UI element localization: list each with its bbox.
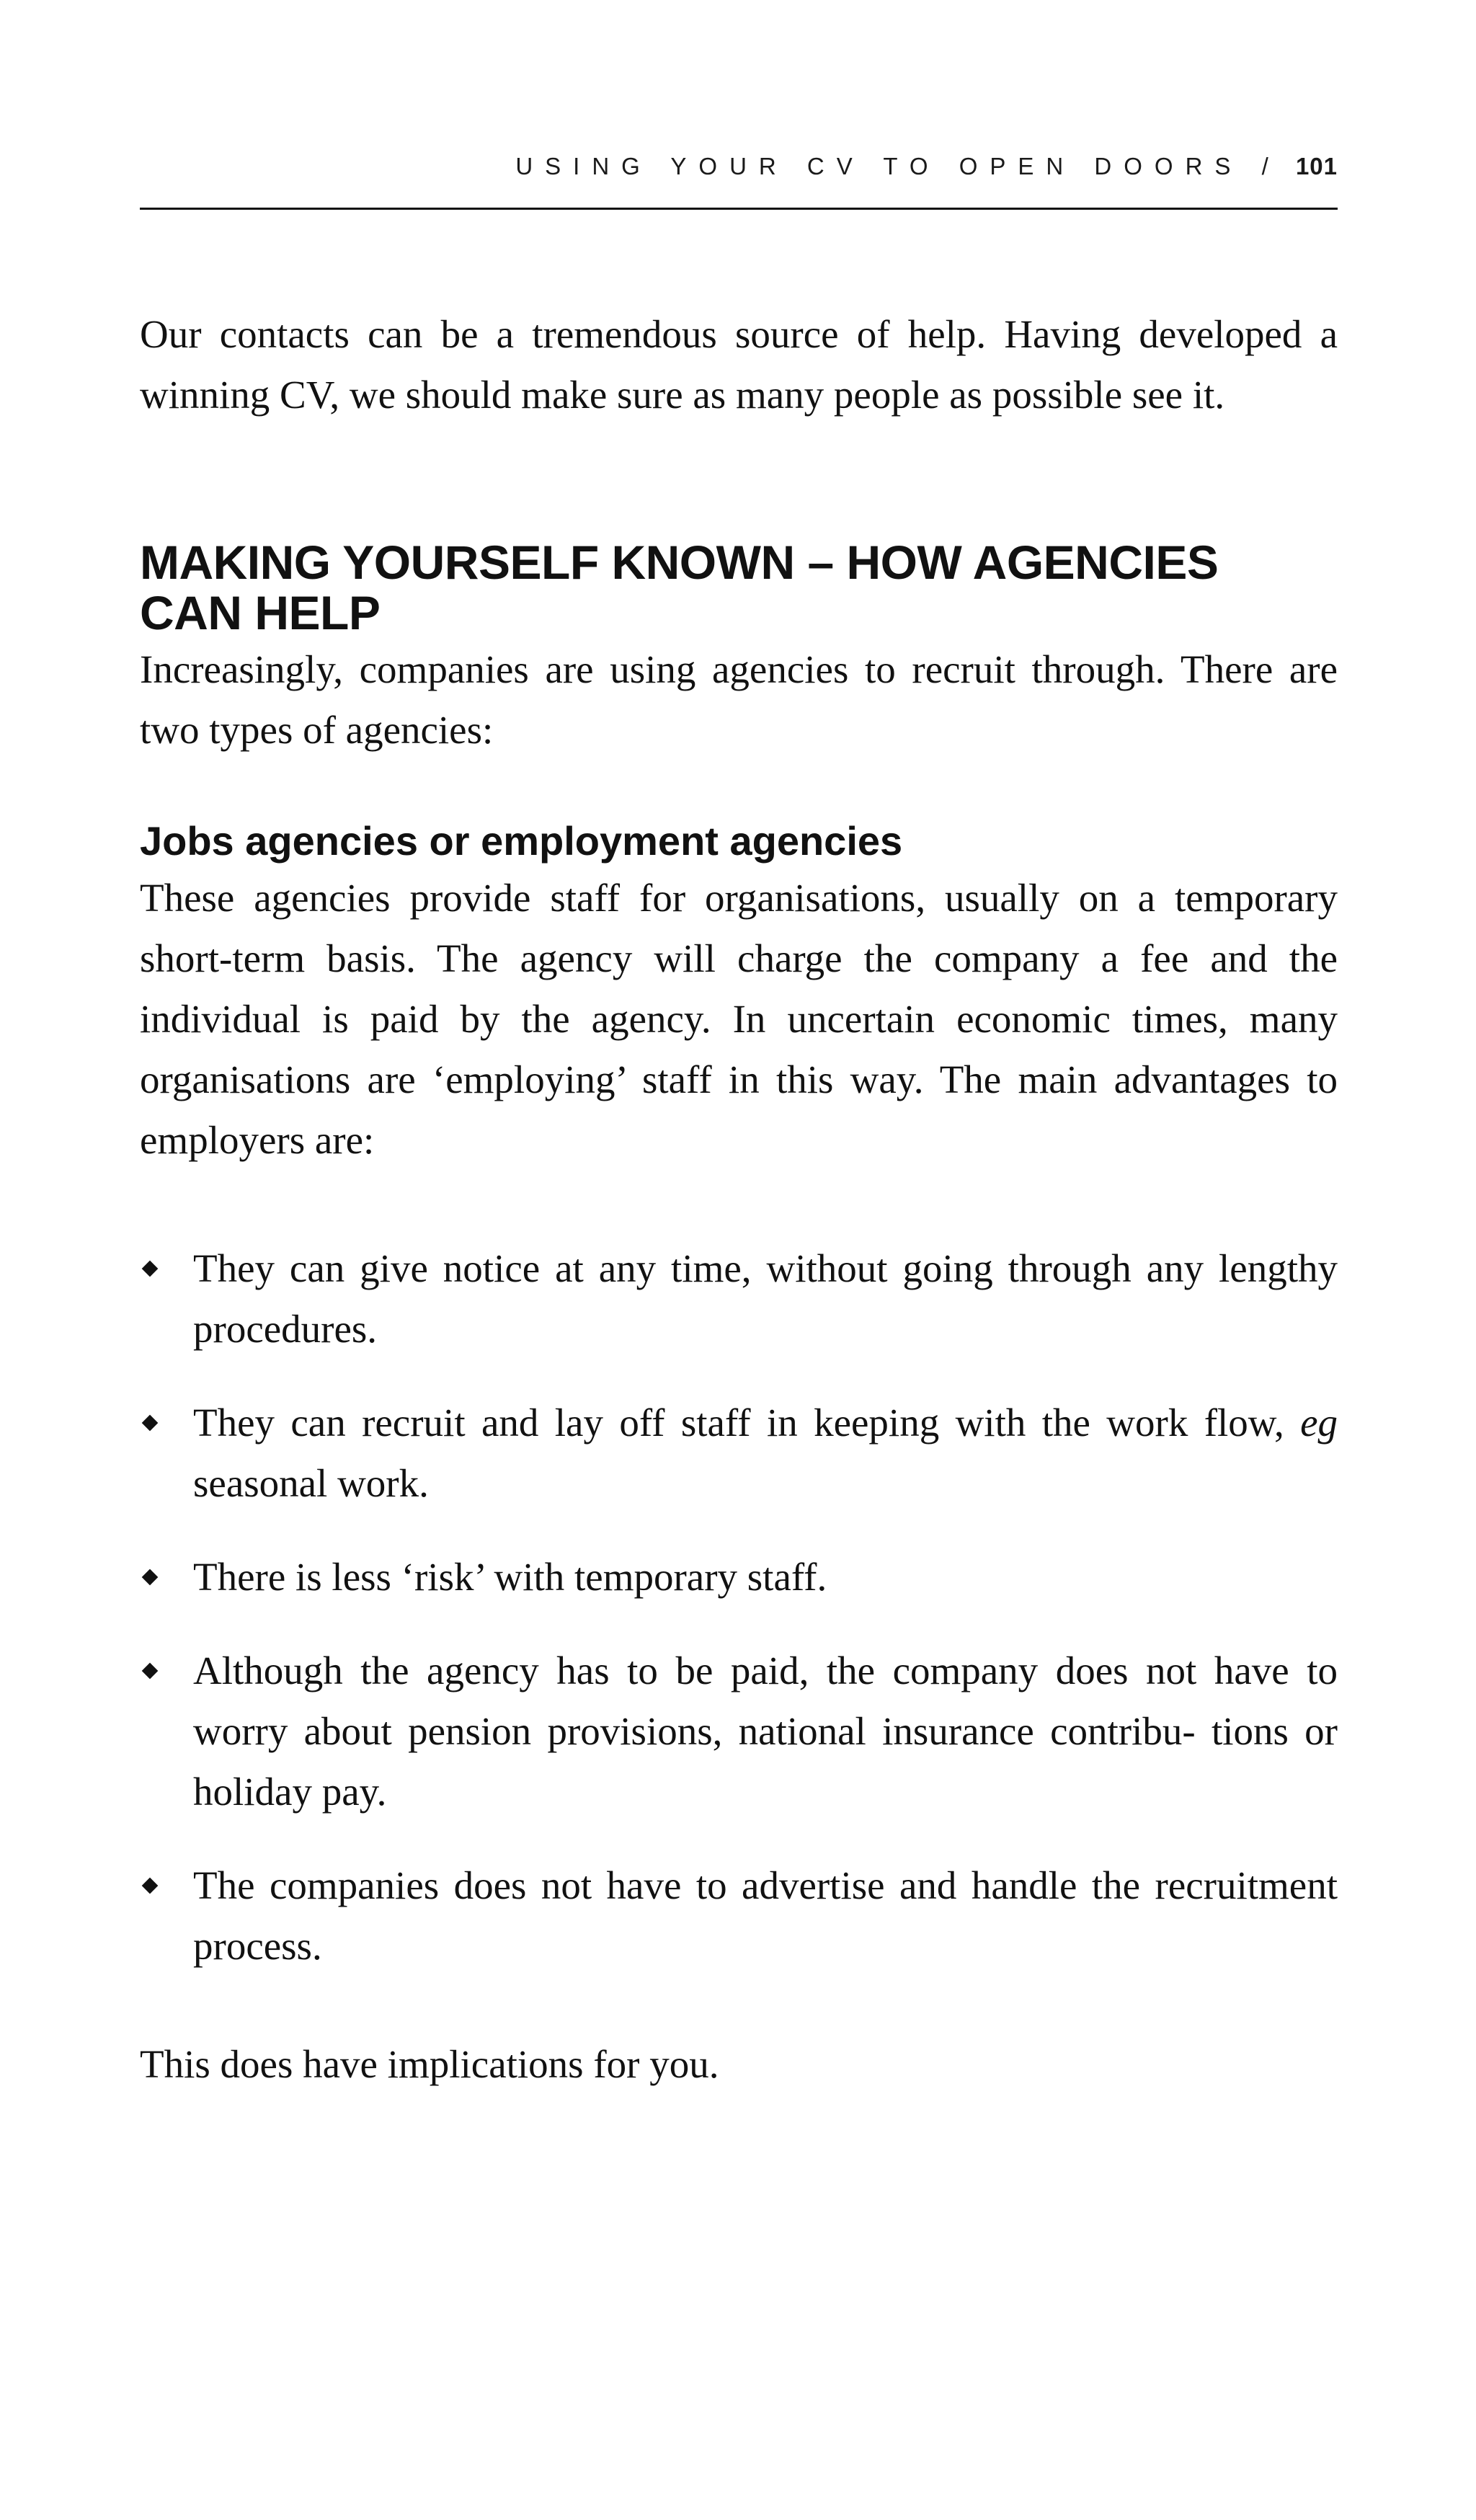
book-page xyxy=(140,0,1338,2520)
section-block xyxy=(140,537,1338,760)
diamond-bullet-icon xyxy=(142,1663,159,1680)
diamond-bullet-icon xyxy=(142,1878,159,1894)
subsection-block xyxy=(140,816,1338,1171)
list-item-text-italic: eg xyxy=(1300,1401,1338,1445)
header-rule xyxy=(140,208,1338,210)
subsection-heading: Jobs agencies or employment agencies xyxy=(140,818,903,864)
diamond-bullet-icon xyxy=(142,1569,159,1586)
diamond-bullet-icon xyxy=(142,1261,159,1277)
running-head xyxy=(515,154,1338,178)
list-item-text-start: They can recruit and lay off staff in keeping with the work flow, xyxy=(193,1401,1301,1445)
intro-paragraph: Our contacts can be a tremendous source of help. Having developed a winning CV, we should make sure as many people as possible see it. xyxy=(140,312,1338,417)
running-title: USING YOUR CV TO OPEN DOORS xyxy=(515,153,1243,179)
page-number: 101 xyxy=(1295,153,1338,179)
section-heading: MAKING YOURSELF KNOWN – HOW AGENCIES CAN HELP xyxy=(140,536,1219,639)
closing-paragraph: This does have implications for you. xyxy=(140,2042,719,2086)
advantages-list xyxy=(140,1238,1338,2010)
list-item-text-end: seasonal work. xyxy=(193,1461,429,1505)
list-item-text: Although the agency has to be paid, the company does not have to worry about pension provisions, national insurance contribu- tions or holiday pay. xyxy=(193,1649,1338,1814)
list-item-text: The companies does not have to advertise and handle the recruitment process. xyxy=(193,1863,1338,1968)
list-item-text xyxy=(193,1393,1338,1514)
subsection-paragraph: These agencies provide staff for organisations, usually on a temporary short-term basis. The agency will charge the company a fee and the individual is paid by the agency. In uncertain economic times, many organisations are ‘employing’ staff in this way. The main advantages to employers are: xyxy=(140,876,1338,1162)
intro-block xyxy=(140,304,1338,425)
diamond-bullet-icon xyxy=(142,1415,159,1432)
list-item xyxy=(140,1547,1338,1607)
running-head-separator: / xyxy=(1261,153,1268,179)
list-item-text: There is less ‘risk’ with temporary staff. xyxy=(193,1555,827,1599)
closing-block xyxy=(140,2034,1338,2095)
list-item xyxy=(140,1641,1338,1822)
list-item-text: They can give notice at any time, without going through any lengthy procedures. xyxy=(193,1246,1338,1351)
section-paragraph: Increasingly, companies are using agencies to recruit through. There are two types of agencies: xyxy=(140,647,1338,752)
list-item xyxy=(140,1393,1338,1514)
list-item xyxy=(140,1855,1338,1976)
list-item xyxy=(140,1238,1338,1359)
